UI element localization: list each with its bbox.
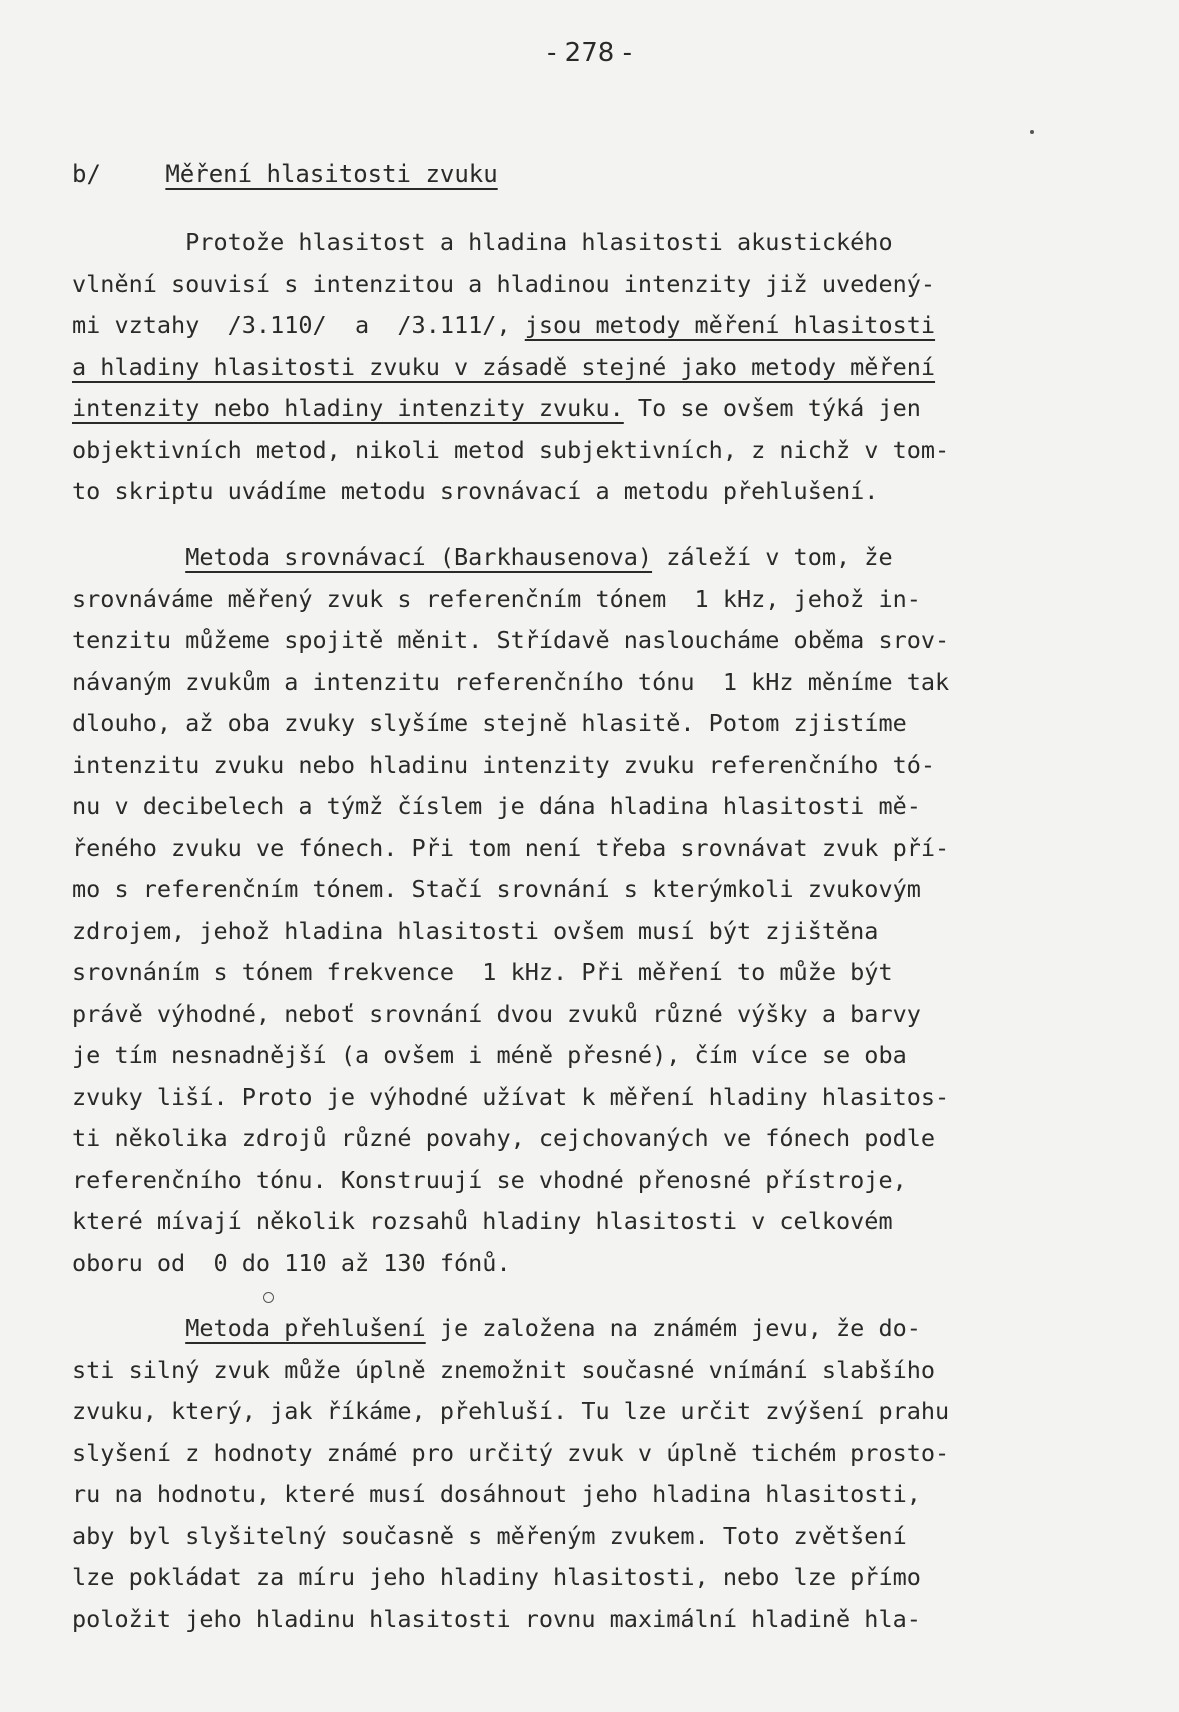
section-title: Měření hlasitosti zvuku	[165, 160, 498, 188]
text-line	[72, 1160, 1112, 1202]
paragraph-intro	[72, 222, 1112, 513]
paragraph-comparison-method	[72, 537, 1112, 1284]
text-run: Protože hlasitost a hladina hlasitosti akustického	[72, 228, 893, 256]
text-line	[72, 1433, 1112, 1475]
text-run: srovnáváme měřený zvuk s referenčním tónem 1 kHz, jehož in-	[72, 584, 921, 613]
text-line	[72, 1516, 1112, 1558]
text-line	[72, 828, 1112, 870]
text-run: lze pokládat za míru jeho hladiny hlasitosti, nebo lze přímo	[72, 1563, 921, 1591]
text-line	[72, 952, 1112, 994]
text-line	[72, 1118, 1112, 1160]
page-number: - 278 -	[547, 38, 632, 68]
text-run	[72, 1314, 185, 1342]
text-line	[72, 786, 1112, 828]
text-line	[72, 579, 1112, 621]
text-run: zvuky liší. Proto je výhodné užívat k měření hladiny hlasitos-	[72, 1082, 950, 1111]
text-line	[72, 911, 1112, 953]
text-run: dlouho, až oba zvuky slyšíme stejně hlasitě. Potom zjistíme	[72, 709, 907, 737]
circle-mark	[263, 1292, 274, 1303]
text-run: oboru od 0 do 110 až 130 fónů.	[72, 1248, 511, 1277]
text-run: které mívají několik rozsahů hladiny hlasitosti v celkovém	[72, 1207, 893, 1235]
text-line	[72, 222, 1112, 264]
text-line	[72, 1077, 1112, 1119]
text-line	[72, 1201, 1112, 1243]
text-run: vlnění souvisí s intenzitou a hladinou intenzity již uvedený-	[72, 269, 936, 298]
text-line	[72, 1308, 1112, 1350]
underlined-text: Metoda srovnávací (Barkhausenova)	[185, 543, 653, 571]
text-run: zdrojem, jehož hladina hlasitosti ovšem musí být zjištěna	[72, 916, 879, 945]
text-line	[72, 305, 1112, 347]
text-line	[72, 1243, 1112, 1285]
text-run: právě výhodné, neboť srovnání dvou zvuků různé výšky a barvy	[72, 999, 921, 1028]
text-run: mo s referenčním tónem. Stačí srovnání s kterýmkoli zvukovým	[72, 875, 921, 903]
text-run: ti několika zdrojů různé povahy, cejchovaných ve fónech podle	[72, 1124, 936, 1152]
text-run: návaným zvukům a intenzitu referenčního tónu 1 kHz měníme tak	[72, 667, 950, 696]
text-run: ru na hodnotu, které musí dosáhnout jeho hladina hlasitosti,	[72, 1480, 921, 1508]
text-run: je tím nesnadnější (a ovšem i méně přesné), čím více se oba	[72, 1041, 907, 1069]
text-run	[72, 543, 185, 571]
text-run: intenzitu zvuku nebo hladinu intenzity zvuku referenčního tó-	[72, 750, 936, 779]
text-run: tenzitu můžeme spojitě měnit. Střídavě nasloucháme oběma srov-	[72, 626, 950, 654]
text-run: to skriptu uvádíme metodu srovnávací a metodu přehlušení.	[72, 477, 879, 505]
text-line	[72, 662, 1112, 704]
text-line	[72, 264, 1112, 306]
underlined-text: jsou metody měření hlasitosti	[524, 311, 936, 339]
underlined-text: a hladiny hlasitosti zvuku v zásadě stejné jako metody měření	[72, 352, 936, 381]
text-line	[72, 1599, 1112, 1641]
text-line	[72, 1474, 1112, 1516]
text-line	[72, 1350, 1112, 1392]
text-run: položit jeho hladinu hlasitosti rovnu maximální hladině hla-	[72, 1604, 921, 1633]
underlined-text: Metoda přehlušení	[185, 1314, 426, 1342]
text-run: řeného zvuku ve fónech. Při tom není třeba srovnávat zvuk pří-	[72, 833, 950, 862]
section-letter: b/	[72, 160, 101, 188]
text-run: sti silný zvuk může úplně znemožnit současné vnímání slabšího	[72, 1355, 936, 1384]
underlined-text: intenzity nebo hladiny intenzity zvuku.	[72, 394, 624, 422]
text-line	[72, 1391, 1112, 1433]
text-run: referenčního tónu. Konstruují se vhodné přenosné přístroje,	[72, 1165, 907, 1194]
text-line	[72, 994, 1112, 1036]
text-line	[72, 430, 1112, 472]
text-line	[72, 388, 1112, 430]
section-heading	[72, 160, 506, 188]
text-run: mi vztahy /3.110/ a /3.111/,	[72, 311, 525, 339]
text-line	[72, 1035, 1112, 1077]
paragraph-masking-method	[72, 1308, 1112, 1640]
text-run: nu v decibelech a týmž číslem je dána hladina hlasitosti mě-	[72, 792, 921, 820]
text-run: To se ovšem týká jen	[623, 394, 921, 422]
text-run: zvuku, který, jak říkáme, přehluší. Tu lze určit zvýšení prahu	[72, 1397, 950, 1425]
text-line	[72, 869, 1112, 911]
text-run: aby byl slyšitelný současně s měřeným zvukem. Toto zvětšení	[72, 1521, 907, 1550]
text-line	[72, 745, 1112, 787]
text-line	[72, 1557, 1112, 1599]
text-line	[72, 347, 1112, 389]
text-line	[72, 537, 1112, 579]
text-run: je založena na známém jevu, že do-	[425, 1314, 921, 1342]
text-line	[72, 703, 1112, 745]
text-run: slyšení z hodnoty známé pro určitý zvuk v úplně tichém prosto-	[72, 1438, 950, 1467]
text-line	[72, 620, 1112, 662]
text-line	[72, 471, 1112, 513]
text-run: záleží v tom, že	[652, 543, 893, 571]
text-run: objektivních metod, nikoli metod subjektivních, z nichž v tom-	[72, 435, 950, 464]
text-run: srovnáním s tónem frekvence 1 kHz. Při měření to může být	[72, 958, 893, 986]
ink-speck	[1030, 130, 1034, 134]
